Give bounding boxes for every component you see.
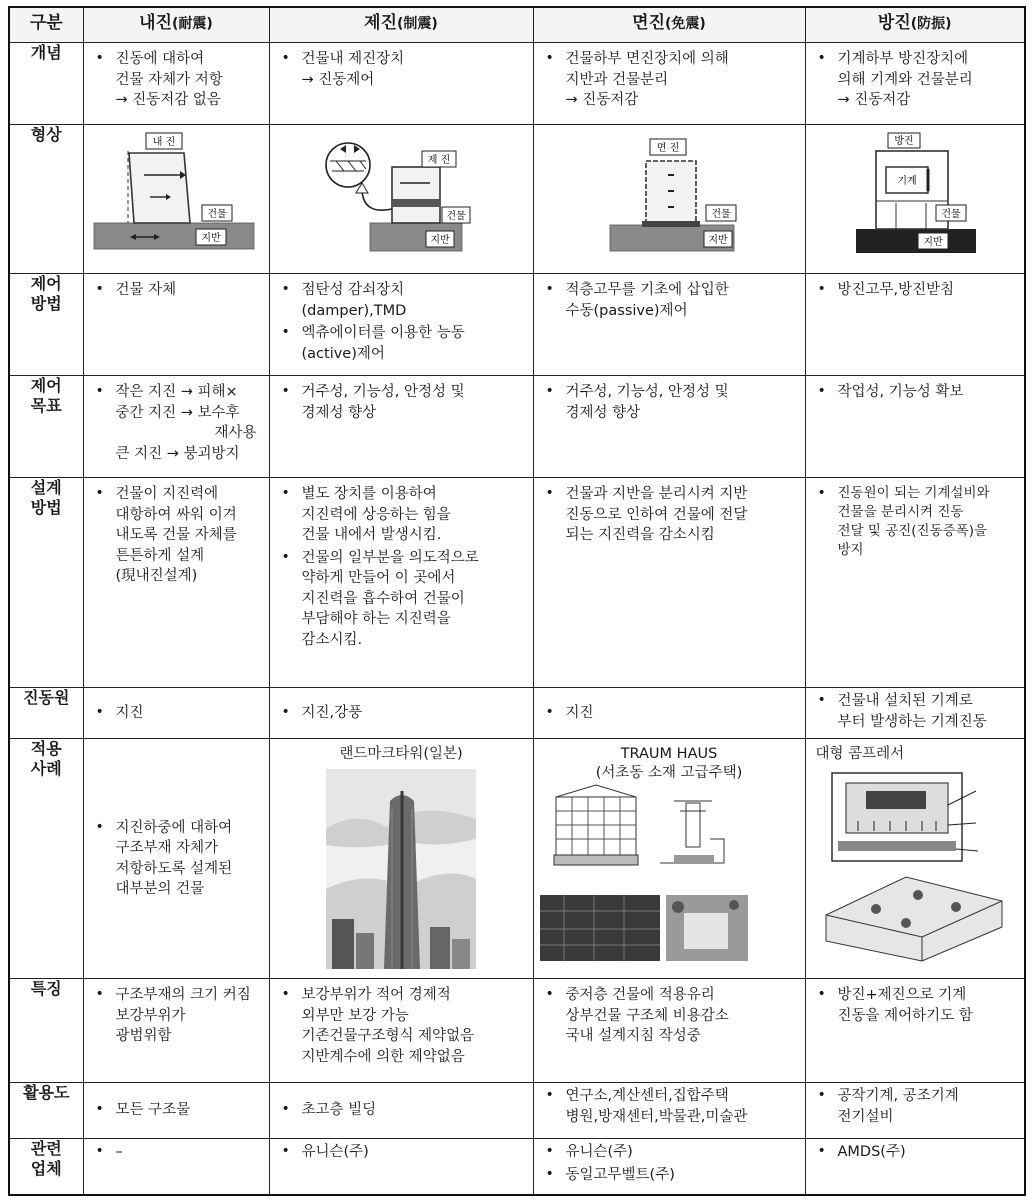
shape-vibration-control: [269, 125, 533, 274]
row-label-application-case: 적용 사례: [9, 739, 83, 979]
header-seismic-isolation: 면진(免震): [533, 7, 805, 43]
usage-vibration-isolation: • 공작기계, 공조기계 전기설비: [805, 1083, 1025, 1139]
vendor-vibration-control: • 유니슨(주): [269, 1139, 533, 1195]
method-seismic-resistant: • 건물 자체: [83, 274, 269, 376]
case-vibration-isolation: [805, 739, 1025, 979]
row-label-vibration-source: 진동원: [9, 688, 83, 739]
diagram-label: 지반: [922, 237, 943, 248]
source-vibration-isolation: • 건물내 설치된 기계로 부터 발생하는 기계진동: [805, 688, 1025, 739]
header-vibration-isolation: 방진(防振): [805, 7, 1025, 43]
case-caption-landmark: 랜드마크타워(일본): [339, 746, 463, 763]
case-caption-compressor: 대형 콤프레서: [815, 746, 905, 763]
design-seismic-isolation: • 건물과 지반을 분리시켜 지반 진동으로 인하여 건물에 전달 되는 지진력을 감소시킴: [533, 478, 805, 688]
row-label-control-method: 제어 방법: [9, 274, 83, 376]
design-vibration-control: • 별도 장치를 이용하여 지진력에 상응하는 힘을 건물 내에서 발생시킴. • 건물의 일부분을 의도적으로 약하게 만들어 이 곳에서 지진력을 흡수하여 건물이 부담해야 하는 지진력을 감소시킴.: [269, 478, 533, 688]
usage-vibration-control: • 초고층 빌딩: [269, 1083, 533, 1139]
vendor-seismic-isolation: • 유니슨(주) • 동일고무벨트(주): [533, 1139, 805, 1195]
diagram-label: 면 진: [656, 143, 679, 154]
row-shape: [9, 125, 1025, 274]
row-vendors: [9, 1139, 1025, 1195]
row-concept: [9, 43, 1025, 125]
source-vibration-control: • 지진,강풍: [269, 688, 533, 739]
goal-vibration-isolation: • 작업성, 기능성 확보: [805, 376, 1025, 478]
diagram-label: 지반: [429, 235, 450, 246]
row-features: [9, 979, 1025, 1083]
case-caption-traum-sub: (서초동 소재 고급주택): [595, 765, 743, 781]
goal-vibration-control: • 거주성, 기능성, 안정성 및 경제성 향상: [269, 376, 533, 478]
diagram-label: 건물: [445, 211, 466, 222]
row-control-goal: [9, 376, 1025, 478]
header-seismic-resistant: 내진(耐震): [83, 7, 269, 43]
usage-seismic-isolation: • 연구소,계산센터,집합주택 병원,방재센터,박물관,미술관: [533, 1083, 805, 1139]
shape-seismic-isolation: [533, 125, 805, 274]
row-application-case: [9, 739, 1025, 979]
comparison-table: [8, 6, 1026, 1196]
seismic-isolation-diagram: [534, 125, 804, 269]
feature-seismic-resistant: • 구조부재의 크기 커짐 보강부위가 광범위함: [83, 979, 269, 1083]
vibration-isolation-diagram: [806, 125, 1024, 269]
diagram-label: 건물: [940, 209, 961, 220]
diagram-label: 지반: [200, 233, 221, 244]
concept-seismic-resistant: • 진동에 대하여 건물 자체가 저항 → 진동저감 없음: [83, 43, 269, 125]
feature-seismic-isolation: • 중저층 건물에 적용유리 상부건물 구조체 비용감소 국내 설계지침 작성중: [533, 979, 805, 1083]
vendor-vibration-isolation: • AMDS(주): [805, 1139, 1025, 1195]
diagram-label: 제 진: [427, 155, 450, 166]
row-label-concept: 개념: [9, 43, 83, 125]
row-label-features: 특징: [9, 979, 83, 1083]
diagram-label: 방진: [893, 136, 914, 147]
concept-vibration-control: • 건물내 제진장치 → 진동제어: [269, 43, 533, 125]
row-usage: [9, 1083, 1025, 1139]
traum-haus-figures: [534, 783, 804, 963]
row-vibration-source: [9, 688, 1025, 739]
goal-seismic-resistant: • 작은 지진 → 피해× 중간 지진 → 보수후 재사용 큰 지진 → 붕괴방지: [83, 376, 269, 478]
method-vibration-control: • 점탄성 감쇠장치 (damper),TMD • 엑츄에이터를 이용한 능동 (active)제어: [269, 274, 533, 376]
shape-seismic-resistant: [83, 125, 269, 274]
feature-vibration-isolation: • 방진+제진으로 기계 진동을 제어하기도 함: [805, 979, 1025, 1083]
case-vibration-control: [269, 739, 533, 979]
concept-vibration-isolation: • 기계하부 방진장치에 의해 기계와 건물분리 → 진동저감: [805, 43, 1025, 125]
goal-seismic-isolation: • 거주성, 기능성, 안정성 및 경제성 향상: [533, 376, 805, 478]
header-row: [9, 7, 1025, 43]
feature-vibration-control: • 보강부위가 적어 경제적 외부만 보강 가능 기존건물구조형식 제약없음 지반계수에 의한 제약없음: [269, 979, 533, 1083]
header-category: 구분: [9, 7, 83, 43]
case-seismic-isolation: [533, 739, 805, 979]
shape-vibration-isolation: [805, 125, 1025, 274]
vibration-control-diagram: [270, 125, 532, 269]
seismic-resistant-diagram: [84, 125, 268, 269]
row-label-control-goal: 제어 목표: [9, 376, 83, 478]
design-vibration-isolation: • 진동원이 되는 기계설비와 건물을 분리시켜 진동 전달 및 공진(진동증폭)을 방지: [805, 478, 1025, 688]
compressor-figures: [806, 765, 1024, 965]
row-label-vendors: 관련 업체: [9, 1139, 83, 1195]
case-seismic-resistant: • 지진하중에 대하여 구조부재 자체가 저항하도록 설계된 대부분의 건물: [83, 739, 269, 979]
row-label-design-method: 설계 방법: [9, 478, 83, 688]
method-seismic-isolation: • 적층고무를 기초에 삽입한 수동(passive)제어: [533, 274, 805, 376]
source-seismic-isolation: • 지진: [533, 688, 805, 739]
row-label-shape: 형상: [9, 125, 83, 274]
row-control-method: [9, 274, 1025, 376]
diagram-label: 기계: [896, 176, 917, 187]
row-label-usage: 활용도: [9, 1083, 83, 1139]
case-caption-traum: TRAUM HAUS: [620, 746, 718, 763]
method-vibration-isolation: • 방진고무,방진받침: [805, 274, 1025, 376]
usage-seismic-resistant: • 모든 구조물: [83, 1083, 269, 1139]
source-seismic-resistant: • 지진: [83, 688, 269, 739]
row-design-method: [9, 478, 1025, 688]
landmark-tower-photo: [326, 769, 476, 969]
vendor-seismic-resistant: • –: [83, 1139, 269, 1195]
concept-seismic-isolation: • 건물하부 면진장치에 의해 지반과 건물분리 → 진동저감: [533, 43, 805, 125]
diagram-label: 지반: [707, 235, 728, 246]
header-vibration-control: 제진(制震): [269, 7, 533, 43]
diagram-label: 건물: [206, 209, 227, 220]
diagram-label: 건물: [710, 209, 731, 220]
design-seismic-resistant: • 건물이 지진력에 대항하여 싸워 이겨 내도록 건물 자체를 튼튼하게 설계 (現내진설계): [83, 478, 269, 688]
diagram-label: 내 진: [152, 137, 175, 148]
comparison-sheet: [8, 6, 1024, 1192]
